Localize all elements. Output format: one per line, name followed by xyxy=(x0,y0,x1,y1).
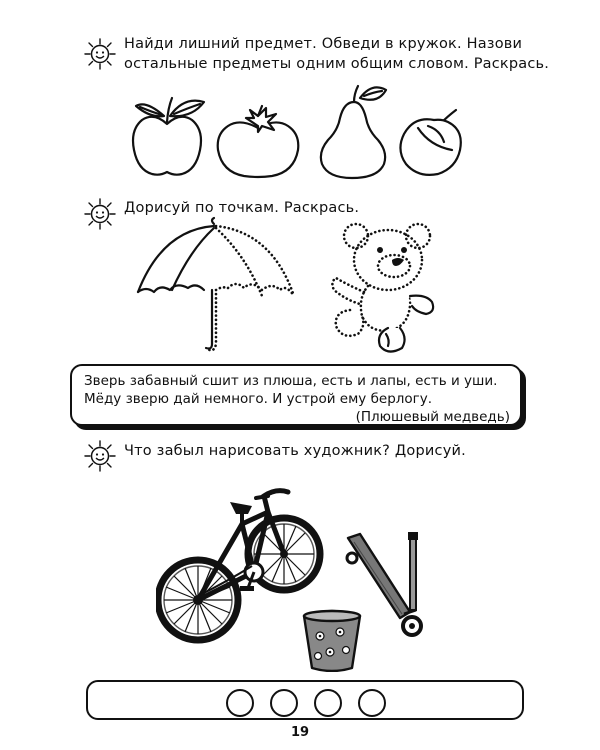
sun-icon xyxy=(82,196,118,232)
answer-circle[interactable] xyxy=(270,689,298,717)
sun-icon xyxy=(82,438,118,474)
bicycle-icon[interactable] xyxy=(156,484,324,654)
apple-icon[interactable] xyxy=(128,86,212,182)
bucket-icon[interactable] xyxy=(300,608,364,672)
plum-icon[interactable] xyxy=(394,106,468,180)
riddle-box xyxy=(70,364,522,426)
riddle-line-2: Мёду зверю дай немного. И устрой ему берлогу. xyxy=(84,391,433,407)
task-3-instruction: Что забыл нарисовать художник? Дорисуй. xyxy=(124,443,466,459)
task-1-instruction-line-2: остальные предметы одним общим словом. Раскрась. xyxy=(124,56,550,72)
answer-circle[interactable] xyxy=(314,689,342,717)
riddle-line-1: Зверь забавный сшит из плюша, есть и лапы, есть и уши. xyxy=(84,373,498,389)
task-1-instruction-line-1: Найди лишний предмет. Обведи в кружок. Назови xyxy=(124,36,523,52)
riddle-answer: (Плюшевый медведь) xyxy=(355,409,510,425)
answer-circle[interactable] xyxy=(226,689,254,717)
pear-icon[interactable] xyxy=(316,80,390,180)
page-number: 19 xyxy=(290,725,310,740)
teddy-bear-icon[interactable] xyxy=(328,216,448,356)
answer-circle[interactable] xyxy=(358,689,386,717)
tomato-icon[interactable] xyxy=(214,104,302,180)
answer-bar xyxy=(86,680,524,720)
sun-icon xyxy=(82,36,118,72)
umbrella-icon[interactable] xyxy=(132,216,302,356)
task-2-instruction: Дорисуй по точкам. Раскрась. xyxy=(124,200,360,216)
